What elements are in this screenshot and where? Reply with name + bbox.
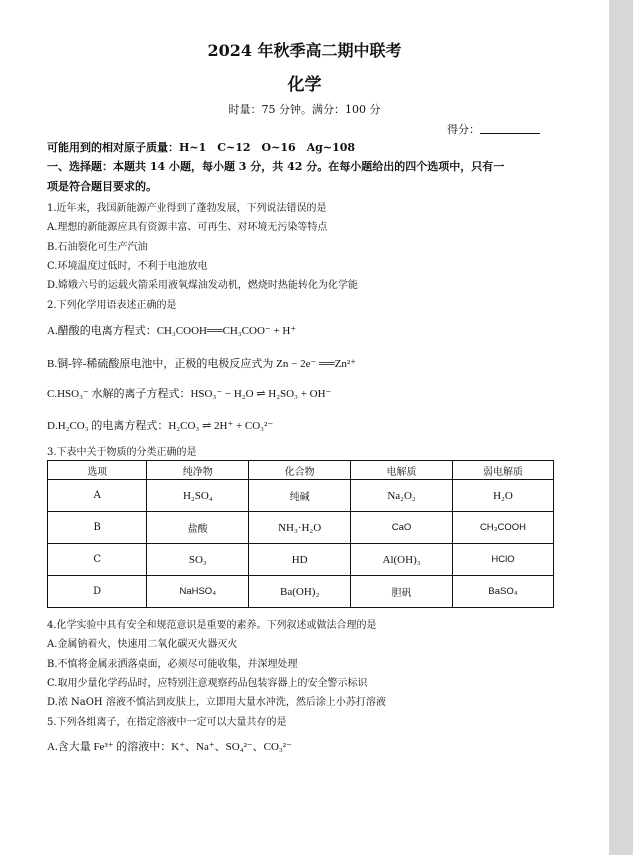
q2-stem: 2.下列化学用语表述正确的是 bbox=[47, 300, 177, 311]
q2-option-b: B.铜-锌-稀硫酸原电池中，正极的电极反应式为 Zn − 2e⁻ ══Zn²⁺ bbox=[47, 358, 356, 370]
table-cell: 胆矾 bbox=[351, 576, 453, 608]
score-field bbox=[447, 121, 540, 137]
table-header-row bbox=[48, 461, 554, 480]
subject-title: 化学 bbox=[287, 75, 322, 95]
header-compound: 化合物 bbox=[249, 461, 351, 480]
q1-option-b: B.石油裂化可生产汽油 bbox=[47, 242, 148, 253]
exam-meta: 时量：75 分钟。满分：100 分 bbox=[228, 103, 381, 116]
q1-stem: 1.近年来，我国新能源产业得到了蓬勃发展，下列说法错误的是 bbox=[47, 203, 327, 214]
header-option: 选项 bbox=[48, 461, 147, 480]
q1-option-c: C.环境温度过低时，不利于电池放电 bbox=[47, 261, 208, 272]
header-weak-electrolyte: 弱电解质 bbox=[452, 461, 553, 480]
header-electrolyte: 电解质 bbox=[351, 461, 453, 480]
table-row bbox=[48, 480, 554, 512]
table-cell: H₂O bbox=[452, 480, 553, 512]
q4-stem: 4.化学实验中具有安全和规范意识是重要的素养。下列叙述或做法合理的是 bbox=[47, 620, 377, 631]
table-cell: Na₂O₂ bbox=[351, 480, 453, 512]
q2-option-d: D.H₂CO₃ 的电离方程式：H₂CO₃ ⇌ 2H⁺ + CO₃²⁻ bbox=[47, 420, 274, 432]
q4-option-c: C.取用少量化学药品时，应特别注意观察药品包装容器上的安全警示标识 bbox=[47, 678, 368, 689]
q2-option-a: A.醋酸的电离方程式：CH₃COOH══CH₃COO⁻ + H⁺ bbox=[47, 325, 297, 337]
table-row bbox=[48, 544, 554, 576]
table-cell: HClO bbox=[452, 544, 553, 576]
table-cell: 盐酸 bbox=[147, 512, 249, 544]
table-cell: CH₃COOH bbox=[452, 512, 553, 544]
table-cell: Al(OH)₃ bbox=[351, 544, 453, 576]
exam-title: 2024 年秋季高二期中联考 bbox=[207, 41, 402, 60]
table-cell: NaHSO₄ bbox=[147, 576, 249, 608]
table-cell: HD bbox=[249, 544, 351, 576]
vertical-scrollbar[interactable] bbox=[609, 0, 633, 855]
section1-instructions-line1: 一、选择题：本题共 14 小题，每小题 3 分，共 42 分。在每小题给出的四个选项中，只有一 bbox=[47, 160, 505, 173]
q3-stem: 3.下表中关于物质的分类正确的是 bbox=[47, 447, 197, 458]
atomic-masses: 可能用到的相对原子质量：H~1 C~12 O~16 Ag~108 bbox=[47, 141, 356, 154]
score-blank bbox=[480, 123, 540, 134]
table-row bbox=[48, 576, 554, 608]
table-cell: B bbox=[48, 512, 147, 544]
table-cell: Ba(OH)₂ bbox=[249, 576, 351, 608]
section1-instructions-line2: 项是符合题目要求的。 bbox=[47, 180, 157, 193]
q1-option-d: D.嫦娥六号的运载火箭采用液氧煤油发动机，燃烧时热能转化为化学能 bbox=[47, 280, 358, 291]
table-cell: D bbox=[48, 576, 147, 608]
classification-table bbox=[47, 460, 554, 608]
table-cell: SO₃ bbox=[147, 544, 249, 576]
score-label: 得分： bbox=[447, 123, 480, 136]
q4-option-a: A.金属钠着火，快速用二氧化碳灭火器灭火 bbox=[47, 639, 238, 650]
q2-option-c: C.HSO₃⁻ 水解的离子方程式：HSO₃⁻ − H₂O ⇌ H₂SO₃ + OH⁻ bbox=[47, 388, 332, 400]
table-cell: C bbox=[48, 544, 147, 576]
q4-option-d: D.浓 NaOH 溶液不慎沾到皮肤上，立即用大量水冲洗，然后涂上小苏打溶液 bbox=[47, 697, 386, 708]
table-cell: NH₃·H₂O bbox=[249, 512, 351, 544]
q4-option-b: B.不慎将金属汞洒落桌面，必须尽可能收集，并深埋处理 bbox=[47, 659, 298, 670]
table-cell: CaO bbox=[351, 512, 453, 544]
table-cell: H₂SO₄ bbox=[147, 480, 249, 512]
q5-option-a: A.含大量 Fe³⁺ 的溶液中：K⁺、Na⁺、SO₄²⁻、CO₃²⁻ bbox=[47, 741, 292, 753]
table-cell: A bbox=[48, 480, 147, 512]
table-cell: BaSO₄ bbox=[452, 576, 553, 608]
q1-option-a: A.理想的新能源应具有资源丰富、可再生、对环境无污染等特点 bbox=[47, 222, 328, 233]
header-pure-substance: 纯净物 bbox=[147, 461, 249, 480]
table-row bbox=[48, 512, 554, 544]
table-cell: 纯碱 bbox=[249, 480, 351, 512]
q5-stem: 5.下列各组离子，在指定溶液中一定可以大量共存的是 bbox=[47, 717, 287, 728]
